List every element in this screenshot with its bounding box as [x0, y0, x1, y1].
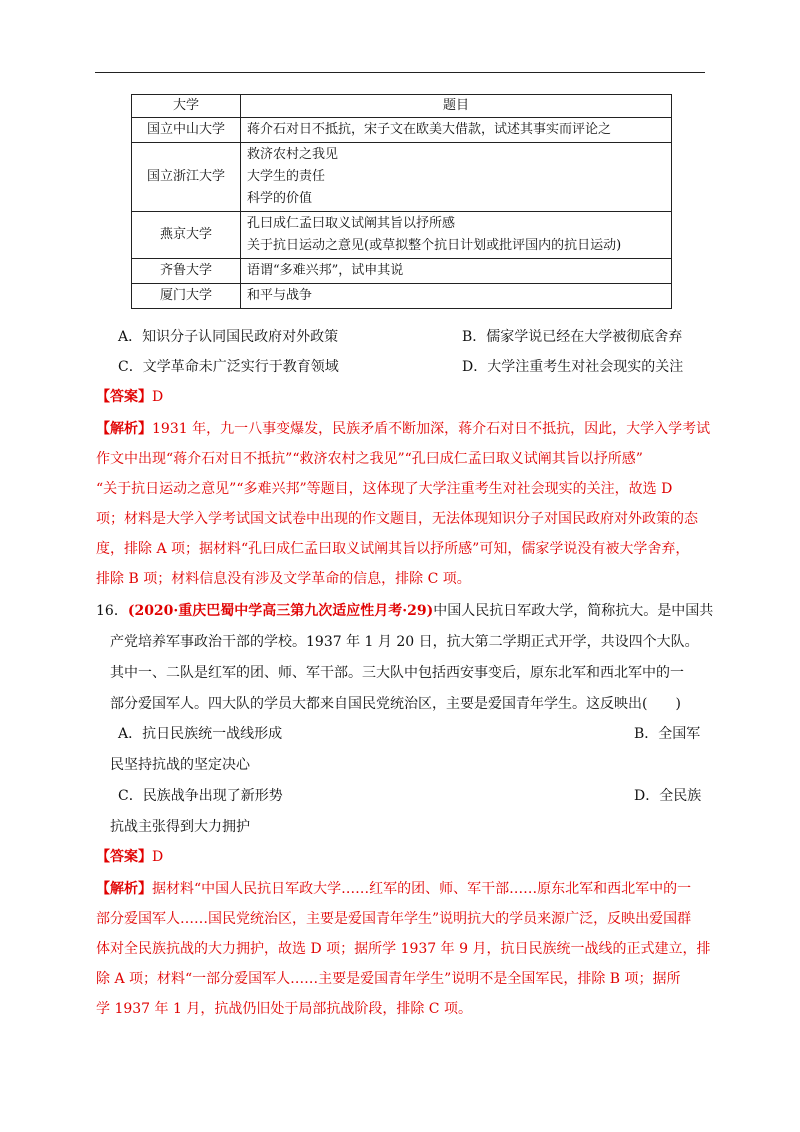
q16-option-c: C．民族战争出现了新形势: [118, 788, 283, 804]
q16-analysis-line: 体对全民族抗战的大力拥护，故选 D 项；据所学 1937 年 9 月，抗日民族统一战线的正式建立，排: [96, 941, 711, 957]
university-cell: 齐鲁大学: [132, 259, 241, 284]
q16-analysis-line: 学 1937 年 1 月，抗战仍旧处于局部抗战阶段，排除 C 项。: [96, 1001, 472, 1017]
table-header-row: [132, 95, 672, 118]
q16-option-d: D．全民族: [634, 788, 702, 804]
university-cell: 燕京大学: [132, 212, 241, 259]
analysis-tag: 【解析】: [96, 421, 152, 437]
q15-analysis-line: 作文中出现“蒋介石对日不抵抗”“救济农村之我见”“孔曰成仁孟曰取义试阐其旨以抒所感”: [96, 451, 643, 467]
q15-option-c: C．文学革命未广泛实行于教育领域: [118, 359, 339, 375]
q16-analysis-line: 除 A 项；材料“一部分爱国军人……主要是爱国青年学生”说明不是全国军民，排除 B 项；据所: [96, 971, 681, 987]
topic-line: 大学生的责任: [247, 169, 326, 184]
topic-cell: [241, 284, 672, 309]
q16-stem-line: 产党培养军事政治干部的学校。1937 年 1 月 20 日，抗大第二学期正式开学，共设四个大队。: [110, 634, 699, 650]
exam-topics-table: [131, 94, 672, 309]
table-row: [132, 118, 672, 143]
question-source: (2020·重庆巴蜀中学高三第九次适应性月考·29): [127, 603, 434, 619]
analysis-tag: 【解析】: [96, 881, 152, 897]
q15-answer: [96, 386, 163, 406]
q16-answer: [96, 846, 163, 866]
q15-analysis-line: 【解析】1931 年，九一八事变爆发，民族矛盾不断加深，蒋介石对日不抵抗，因此，大学入学考试: [96, 421, 711, 437]
topic-line: 救济农村之我见: [247, 147, 339, 162]
topic-line: 科学的价值: [247, 191, 313, 206]
table-header-university: 大学: [132, 95, 241, 118]
topic-line: 关于抗日运动之意见(或草拟整个抗日计划或批评国内的抗日运动): [247, 238, 622, 253]
q16-stem-first-line: 16．(2020·重庆巴蜀中学高三第九次适应性月考·29)中国人民抗日军政大学，简称抗大。是中国共: [96, 603, 714, 619]
answer-value: D: [152, 389, 164, 405]
q15-option-b: B．儒家学说已经在大学被彻底舍弃: [462, 329, 683, 345]
q15-analysis-line: 项；材料是大学入学考试国文试卷中出现的作文题目，无法体现知识分子对国民政府对外政策的态: [96, 511, 698, 527]
q16-stem-line: 部分爱国军人。四大队的学员大都来自国民党统治区，主要是爱国青年学生。这反映出( ): [110, 696, 681, 712]
table-row: [132, 212, 672, 259]
answer-tag: 【答案】: [96, 849, 152, 865]
q16-stem-line: 其中一、二队是红军的团、师、军干部。三大队中包括西安事变后，原东北军和西北军中的一: [110, 665, 684, 681]
table-row: [132, 143, 672, 212]
topic-cell: [241, 259, 672, 284]
q15-analysis-line: 排除 B 项；材料信息没有涉及文学革命的信息，排除 C 项。: [96, 571, 471, 587]
q15-analysis-line: 度，排除 A 项；据材料“孔曰成仁孟曰取义试阐其旨以抒所感”可知，儒家学说没有被大学舍弃，: [96, 541, 690, 557]
university-cell: 国立中山大学: [132, 118, 241, 143]
topic-line: 语谓“多难兴邦”，试申其说: [247, 263, 404, 278]
q15-option-a: A．知识分子认同国民政府对外政策: [118, 329, 339, 345]
header-rule: [95, 72, 705, 73]
topic-line: 蒋介石对日不抵抗，宋子文在欧美大借款，试述其事实而评论之: [247, 122, 612, 137]
table-row: [132, 259, 672, 284]
table-row: [132, 284, 672, 309]
topic-cell: [241, 143, 672, 212]
q16-analysis-line: 【解析】据材料“中国人民抗日军政大学……红军的团、师、军干部……原东北军和西北军中的一: [96, 881, 692, 897]
table-header-topic: 题目: [241, 95, 672, 118]
q15-analysis-line: “关于抗日运动之意见”“多难兴邦”等题目，这体现了大学注重考生对社会现实的关注，故选 D: [96, 481, 673, 497]
q16-option-b: B．全国军: [634, 726, 701, 742]
topic-line: 和平与战争: [247, 288, 313, 303]
q16-option-a: A．抗日民族统一战线形成: [118, 726, 283, 742]
university-cell: 国立浙江大学: [132, 143, 241, 212]
topic-cell: [241, 118, 672, 143]
answer-value: D: [152, 849, 164, 865]
q16-analysis-line: 部分爱国军人……国民党统治区，主要是爱国青年学生”说明抗大的学员来源广泛，反映出爱国群: [96, 911, 692, 927]
university-cell: 厦门大学: [132, 284, 241, 309]
topic-cell: [241, 212, 672, 259]
q16-option-d-cont: 抗战主张得到大力拥护: [110, 819, 250, 835]
question-number: 16．: [96, 603, 128, 619]
q16-option-b-cont: 民坚持抗战的坚定决心: [110, 757, 250, 773]
answer-tag: 【答案】: [96, 389, 152, 405]
q15-option-d: D．大学注重考生对社会现实的关注: [462, 359, 684, 375]
topic-line: 孔曰成仁孟曰取义试阐其旨以抒所感: [247, 216, 456, 231]
